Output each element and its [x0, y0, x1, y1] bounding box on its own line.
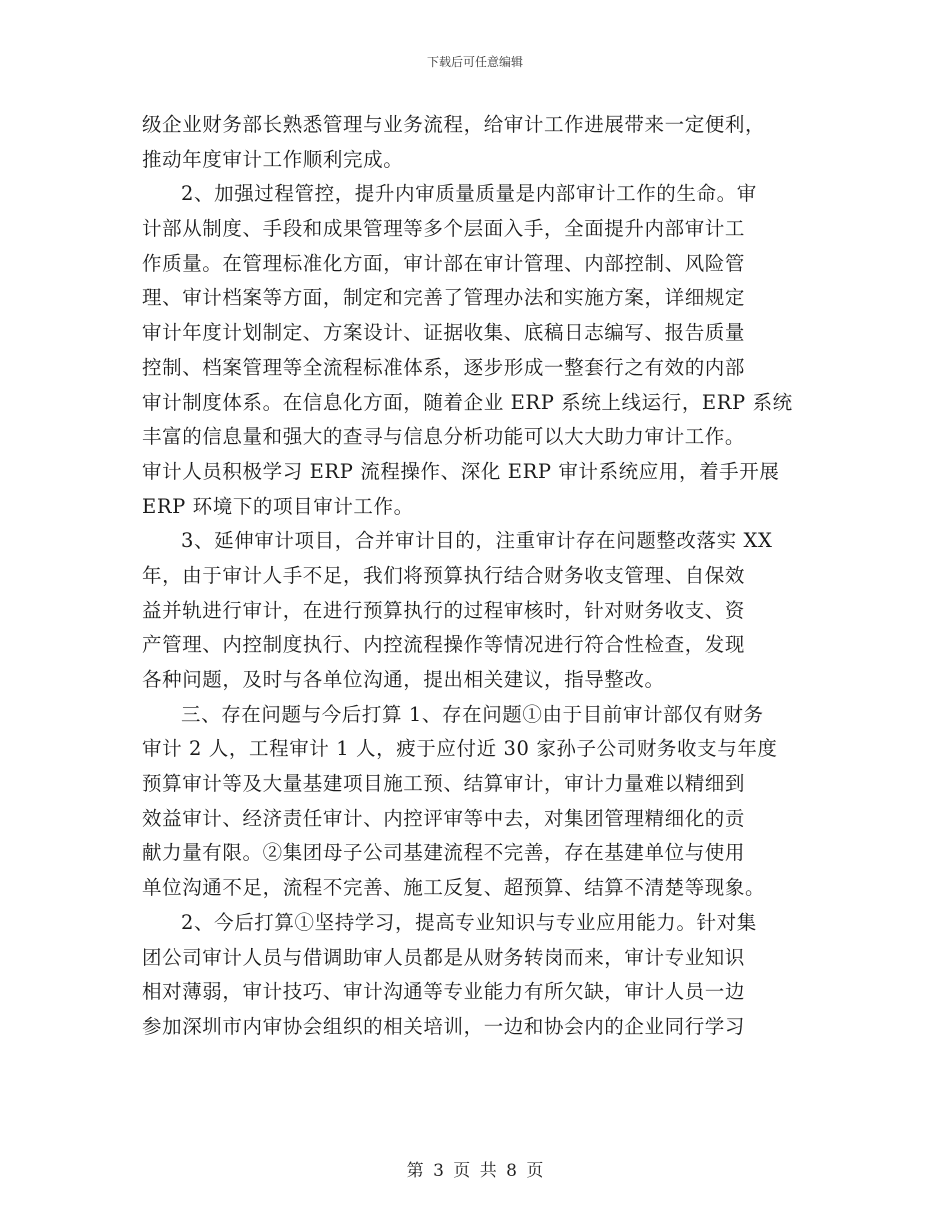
text-line: 年，由于审计人手不足，我们将预算执行结合财务收支管理、自保效: [142, 563, 746, 587]
text-line: 审计人员积极学习 ERP 流程操作、深化 ERP 审计系统应用，着手开展: [142, 459, 780, 483]
text-line: 相对薄弱，审计技巧、审计沟通等专业能力有所欠缺，审计人员一边: [142, 980, 746, 1004]
text-line: 效益审计、经济责任审计、内控评审等中去，对集团管理精细化的贡: [142, 806, 746, 830]
paragraph-start-line: 2、今后打算①坚持学习，提高专业知识与专业应用能力。针对集: [181, 910, 757, 934]
text-line: ERP 环境下的项目审计工作。: [142, 494, 414, 518]
text-line: 审计 2 人，工程审计 1 人，疲于应付近 30 家孙子公司财务收支与年度: [142, 737, 778, 761]
text-line: 产管理、内控制度执行、内控流程操作等情况进行符合性检查，发现: [142, 633, 746, 657]
text-line: 审计制度体系。在信息化方面，随着企业 ERP 系统上线运行，ERP 系统: [142, 390, 793, 414]
text-line: 各种问题，及时与各单位沟通，提出相关建议，指导整改。: [142, 668, 665, 691]
text-line: 预算审计等及大量基建项目施工预、结算审计，审计力量难以精细到: [142, 772, 746, 796]
text-line: 审计年度计划制定、方案设计、证据收集、底稿日志编写、报告质量: [142, 321, 746, 345]
text-line: 丰富的信息量和强大的查寻与信息分析功能可以大大助力审计工作。: [142, 425, 746, 449]
paragraph-start-line: 2、加强过程管控，提升内审质量质量是内部审计工作的生命。审: [181, 182, 757, 206]
text-line: 献力量有限。②集团母子公司基建流程不完善，存在基建单位与使用: [142, 841, 746, 865]
page-header: 下载后可任意编辑: [426, 55, 523, 69]
paragraph-start-line: 三、存在问题与今后打算 1、存在问题①由于目前审计部仅有财务: [181, 702, 764, 726]
text-line: 级企业财务部长熟悉管理与业务流程，给审计工作进展带来一定便利，: [142, 113, 766, 136]
text-line: 参加深圳市内审协会组织的相关培训，一边和协会内的企业同行学习: [142, 1014, 746, 1038]
text-line: 推动年度审计工作顺利完成。: [142, 147, 404, 171]
text-line: 单位沟通不足，流程不完善、施工反复、超预算、结算不清楚等现象。: [142, 876, 766, 900]
page-number-footer: 第 3 页 共 8 页: [406, 1161, 544, 1181]
text-line: 理、审计档案等方面，制定和完善了管理办法和实施方案，详细规定: [142, 286, 746, 310]
text-line: 计部从制度、手段和成果管理等多个层面入手，全面提升内部审计工: [142, 217, 746, 241]
document-body: [142, 108, 810, 1045]
text-line: 控制、档案管理等全流程标准体系，逐步形成一整套行之有效的内部: [142, 355, 746, 379]
text-line: 团公司审计人员与借调助审人员都是从财务转岗而来，审计专业知识: [142, 945, 746, 969]
text-line: 益并轨进行审计，在进行预算执行的过程审核时，针对财务收支、资: [142, 598, 746, 622]
text-line: 作质量。在管理标准化方面，审计部在审计管理、内部控制、风险管: [142, 251, 746, 275]
paragraph-start-line: 3、延伸审计项目，合并审计目的，注重审计存在问题整改落实 XX: [181, 529, 773, 553]
